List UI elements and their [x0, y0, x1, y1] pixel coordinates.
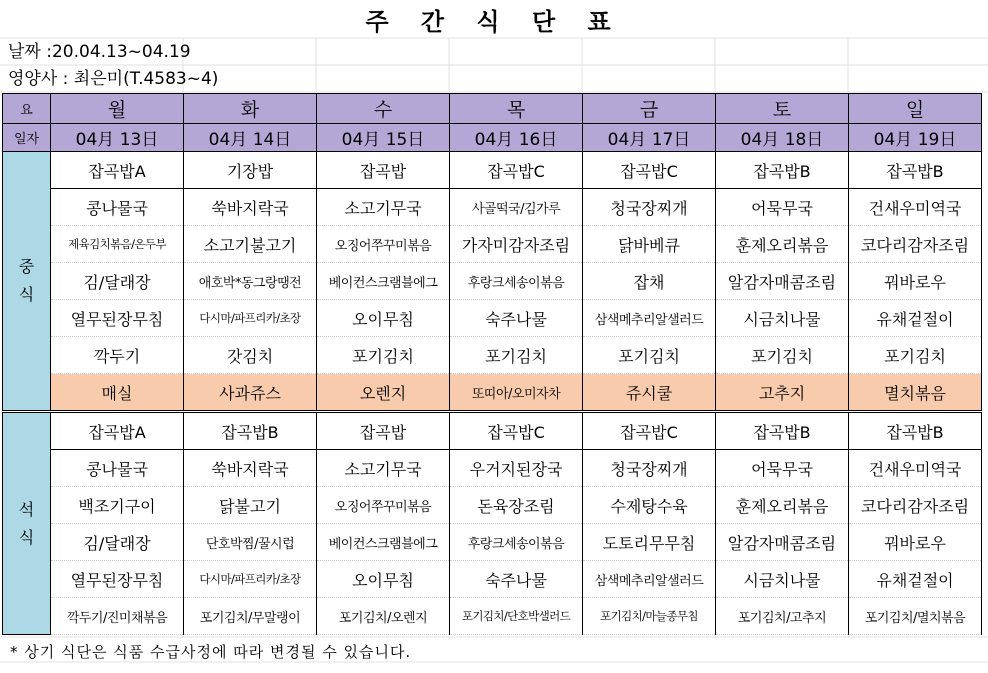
dinner-item-fri: 삼색메추리알샐러드 — [583, 561, 716, 598]
dinner-menu-row — [3, 598, 982, 635]
dinner-menu-row — [3, 412, 982, 450]
lunch-item-mon: 김/달래장 — [51, 263, 184, 300]
lunch-menu-row — [3, 152, 982, 189]
dinner-item-sun: 유채겉절이 — [849, 561, 982, 598]
lunch-item-sun: 포기김치 — [849, 337, 982, 374]
lunch-item-tue: 애호박*동그랑땡전 — [184, 263, 317, 300]
dinner-item-sun: 잡곡밥B — [849, 412, 982, 450]
dinner-item-sat: 어묵무국 — [716, 450, 849, 487]
dinner-item-mon: 백조기구이 — [51, 487, 184, 524]
dinner-item-thu: 후랑크세송이볶음 — [450, 524, 583, 561]
lunch-item-tue: 쑥바지락국 — [184, 189, 317, 226]
lunch-item-mon: 깍두기 — [51, 337, 184, 374]
date-thu: 04月 16日 — [450, 124, 583, 152]
weekday-sat: 토 — [716, 94, 849, 124]
dinner-menu-row — [3, 524, 982, 561]
dinner-item-sun: 포기김치/멸치볶음 — [849, 598, 982, 635]
dinner-item-mon: 콩나물국 — [51, 450, 184, 487]
weekday-fri: 금 — [583, 94, 716, 124]
dinner-item-sat: 훈제오리볶음 — [716, 487, 849, 524]
dinner-item-sun: 건새우미역국 — [849, 450, 982, 487]
lunch-item-wed: 잡곡밥 — [317, 152, 450, 189]
date-fri: 04月 17日 — [583, 124, 716, 152]
lunch-item-fri: 포기김치 — [583, 337, 716, 374]
dinner-item-tue: 잡곡밥B — [184, 412, 317, 450]
weekday-sun: 일 — [849, 94, 982, 124]
dinner-item-fri: 포기김치/마늘종무침 — [583, 598, 716, 635]
lunch-item-fri: 잡채 — [583, 263, 716, 300]
dinner-menu-row — [3, 487, 982, 524]
lunch-item-fri: 삼색메추리알샐러드 — [583, 300, 716, 337]
dinner-item-tue: 단호박찜/꿀시럽 — [184, 524, 317, 561]
dinner-item-sat: 잡곡밥B — [716, 412, 849, 450]
lunch-item-mon: 열무된장무침 — [51, 300, 184, 337]
lunch-item-thu: 포기김치 — [450, 337, 583, 374]
lunch-item-fri: 닭바베큐 — [583, 226, 716, 263]
lunch-item-fri: 청국장찌개 — [583, 189, 716, 226]
weekday-header-row — [3, 94, 982, 124]
lunch-item-wed: 오이무침 — [317, 300, 450, 337]
lunch-item-sat: 잡곡밥B — [716, 152, 849, 189]
dinner-item-sun: 꿔바로우 — [849, 524, 982, 561]
lunch-section-label: 중 식 — [3, 152, 51, 412]
lunch-item-sat: 시금치나물 — [716, 300, 849, 337]
dinner-item-tue: 포기김치/무말랭이 — [184, 598, 317, 635]
dinner-item-mon: 열무된장무침 — [51, 561, 184, 598]
lunch-menu-row — [3, 300, 982, 337]
dinner-item-fri: 수제탕수육 — [583, 487, 716, 524]
dinner-item-fri: 도토리무무침 — [583, 524, 716, 561]
disclaimer-note: * 상기 식단은 식품 수급사정에 따라 변경될 수 있습니다. — [10, 643, 412, 661]
date-corner-label: 일자 — [3, 124, 51, 152]
date-range: 날짜 :20.04.13~04.19 — [8, 42, 191, 62]
dinner-section-label: 석 식 — [3, 412, 51, 635]
lunch-item-wed: 소고기무국 — [317, 189, 450, 226]
lunch-item-mon: 잡곡밥A — [51, 152, 184, 189]
date-sun: 04月 19日 — [849, 124, 982, 152]
lunch-item-tue: 소고기불고기 — [184, 226, 317, 263]
dinner-item-wed: 소고기무국 — [317, 450, 450, 487]
lunch-menu-row — [3, 189, 982, 226]
lunch-item-fri: 잡곡밥C — [583, 152, 716, 189]
lunch-item-thu: 숙주나물 — [450, 300, 583, 337]
dinner-item-sat: 포기김치/고추지 — [716, 598, 849, 635]
lunch-item-thu: 또띠아/오미자차 — [450, 374, 583, 412]
nutritionist-info: 영양사 : 최은미(T.4583~4) — [8, 69, 219, 89]
lunch-item-sun: 꿔바로우 — [849, 263, 982, 300]
date-sat: 04月 18日 — [716, 124, 849, 152]
dinner-item-sat: 시금치나물 — [716, 561, 849, 598]
lunch-item-sun: 코다리감자조림 — [849, 226, 982, 263]
lunch-item-sat: 어묵무국 — [716, 189, 849, 226]
lunch-item-sun: 건새우미역국 — [849, 189, 982, 226]
date-tue: 04月 14日 — [184, 124, 317, 152]
dinner-menu-row — [3, 450, 982, 487]
page-title: 주 간 식 단 표 — [365, 7, 623, 36]
dinner-item-tue: 다시마/파프리카/초장 — [184, 561, 317, 598]
dinner-item-tue: 닭불고기 — [184, 487, 317, 524]
dinner-item-thu: 돈육장조림 — [450, 487, 583, 524]
weekday-tue: 화 — [184, 94, 317, 124]
dinner-item-fri: 청국장찌개 — [583, 450, 716, 487]
lunch-item-mon: 매실 — [51, 374, 184, 412]
lunch-item-sat: 고추지 — [716, 374, 849, 412]
dinner-item-fri: 잡곡밥C — [583, 412, 716, 450]
lunch-item-wed: 베이컨스크램블에그 — [317, 263, 450, 300]
lunch-item-wed: 오렌지 — [317, 374, 450, 412]
lunch-menu-row — [3, 226, 982, 263]
lunch-item-sun: 멸치볶음 — [849, 374, 982, 412]
dinner-item-mon: 깍두기/진미채볶음 — [51, 598, 184, 635]
dinner-item-thu: 숙주나물 — [450, 561, 583, 598]
weekly-menu-table — [2, 93, 982, 635]
weekday-corner-label: 요 — [3, 94, 51, 124]
lunch-item-sun: 잡곡밥B — [849, 152, 982, 189]
dinner-item-wed: 오징어쭈꾸미볶음 — [317, 487, 450, 524]
lunch-menu-row — [3, 374, 982, 412]
lunch-item-sun: 유채겉절이 — [849, 300, 982, 337]
lunch-item-tue: 사과쥬스 — [184, 374, 317, 412]
dinner-item-wed: 베이컨스크램블에그 — [317, 524, 450, 561]
lunch-item-tue: 갓김치 — [184, 337, 317, 374]
lunch-item-fri: 쥬시쿨 — [583, 374, 716, 412]
lunch-item-mon: 콩나물국 — [51, 189, 184, 226]
weekday-wed: 수 — [317, 94, 450, 124]
weekday-thu: 목 — [450, 94, 583, 124]
lunch-menu-row — [3, 337, 982, 374]
lunch-item-sat: 포기김치 — [716, 337, 849, 374]
dinner-item-wed: 잡곡밥 — [317, 412, 450, 450]
dinner-item-sun: 코다리감자조림 — [849, 487, 982, 524]
lunch-item-thu: 가자미감자조림 — [450, 226, 583, 263]
dinner-item-thu: 잡곡밥C — [450, 412, 583, 450]
dinner-item-thu: 우거지된장국 — [450, 450, 583, 487]
lunch-item-mon: 제육김치볶음/온두부 — [51, 226, 184, 263]
dinner-item-wed: 오이무침 — [317, 561, 450, 598]
date-header-row — [3, 124, 982, 152]
lunch-menu-row — [3, 263, 982, 300]
weekday-mon: 월 — [51, 94, 184, 124]
dinner-menu-row — [3, 561, 982, 598]
lunch-item-wed: 포기김치 — [317, 337, 450, 374]
lunch-item-wed: 오징어쭈꾸미볶음 — [317, 226, 450, 263]
dinner-item-thu: 포기김치/단호박샐러드 — [450, 598, 583, 635]
lunch-item-thu: 후랑크세송이볶음 — [450, 263, 583, 300]
lunch-item-sat: 훈제오리볶음 — [716, 226, 849, 263]
lunch-item-thu: 사골떡국/김가루 — [450, 189, 583, 226]
lunch-item-tue: 다시마/파프리카/초장 — [184, 300, 317, 337]
lunch-item-tue: 기장밥 — [184, 152, 317, 189]
dinner-item-sat: 알감자매콤조림 — [716, 524, 849, 561]
date-wed: 04月 15日 — [317, 124, 450, 152]
dinner-item-tue: 쑥바지락국 — [184, 450, 317, 487]
lunch-item-thu: 잡곡밥C — [450, 152, 583, 189]
date-mon: 04月 13日 — [51, 124, 184, 152]
dinner-item-mon: 김/달래장 — [51, 524, 184, 561]
dinner-item-mon: 잡곡밥A — [51, 412, 184, 450]
dinner-item-wed: 포기김치/오렌지 — [317, 598, 450, 635]
lunch-item-sat: 알감자매콤조림 — [716, 263, 849, 300]
